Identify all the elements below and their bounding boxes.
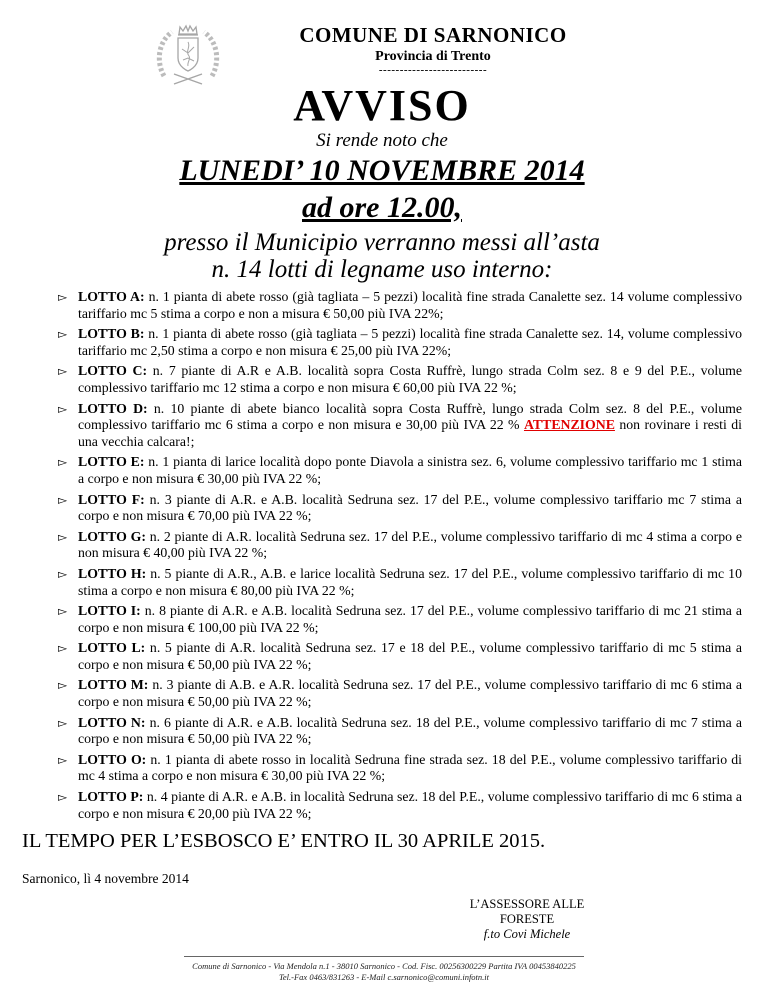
arrow-bullet-icon: ▻ [58,752,68,767]
lot-label: LOTTO N: [78,714,146,730]
arrow-bullet-icon: ▻ [58,566,68,581]
notice-headline [22,83,742,283]
arrow-bullet-icon: ▻ [58,401,68,416]
arrow-bullet-icon: ▻ [58,715,68,730]
lot-item-d [22,401,742,451]
notice-title: AVVISO [293,81,471,130]
footer-contact-line: Tel.-Fax 0463/831263 - E-Mail c.sarnonico@comuni.infotn.it [278,971,490,982]
province-name: Provincia di Trento [375,49,491,64]
arrow-bullet-icon: ▻ [58,641,68,656]
lot-text-after: non rovinare i resti di una vecchia calcara!; [78,417,742,449]
footer-divider-line [184,956,584,957]
lot-item-p [22,789,742,822]
lot-text: n. 4 piante di A.R. e A.B. in località Sedruna sez. 18 del P.E., volume complessivo tariffario di mc 6 stima a corpo e non misura € 20,00 più IVA 22 %; [78,789,743,821]
auction-venue: presso il Municipio verranno messi all’asta [164,229,600,256]
lot-text: n. 1 pianta di abete rosso (già tagliata – 5 pezzi) località fine strada Canalette sez. 14 volume complessivo tariffario mc 5 stima a corpo e non a misura € 50,00 più IVA 22%; [78,289,742,321]
signature-name: f.to Covi Michele [483,927,571,942]
signature-role-line2: FORESTE [499,912,555,927]
arrow-bullet-icon: ▻ [58,455,68,470]
arrow-bullet-icon: ▻ [58,290,68,304]
arrow-bullet-icon: ▻ [58,492,68,507]
arrow-bullet-icon: ▻ [58,364,68,379]
arrow-bullet-icon: ▻ [58,327,68,342]
lot-label: LOTTO I: [78,603,141,619]
lot-item-e [22,454,742,487]
lot-label: LOTTO A: [78,289,145,304]
auction-subject: n. 14 lotti di legname uso interno: [211,256,553,283]
lot-text: n. 6 piante di A.R. e A.B. località Sedruna sez. 18 del P.E., volume complessivo tariffario di mc 7 stima a corpo e non misura € 50,00 più IVA 22 %; [78,714,742,747]
lot-text: n. 3 piante di A.R. e A.B. località Sedruna sez. 17 del P.E., volume complessivo tariffario mc 7 stima a corpo e non misura € 70,00 più IVA 22 %; [78,491,742,524]
deadline-statement: IL TEMPO PER L’ESBOSCO E’ ENTRO IL 30 APRILE 2015. [22,830,546,853]
lot-label: LOTTO F: [78,491,145,507]
lot-item-h [22,566,742,599]
lot-label: LOTTO M: [78,677,149,693]
lot-label: LOTTO O: [78,751,147,767]
header-divider: -------------------------- [378,64,488,76]
lot-item-n [22,715,742,748]
lot-item-c [22,363,742,396]
lot-list [22,289,742,822]
document-footer [0,956,768,982]
lot-label: LOTTO G: [78,528,146,544]
lot-text: n. 8 piante di A.R. e A.B. località Sedruna sez. 17 del P.E., volume complessivo tariffario di mc 21 stima a corpo e non misura € 100,00 più IVA 22 %; [78,603,742,635]
arrow-bullet-icon: ▻ [58,790,68,805]
lot-text: n. 5 piante di A.R. località Sedruna sez. 17 e 18 del P.E., volume complessivo tariffario di mc 5 stima a corpo e non misura € 50,00 più IVA 22 %; [78,640,742,672]
signature-role-line1: L’ASSESSORE ALLE [469,897,585,912]
lot-item-f [22,492,742,525]
lot-text: n. 1 pianta di larice località dopo ponte Diavola a sinistra sez. 6, volume complessivo tariffario mc 1 stima a corpo e non misura € 30,00 più IVA 22 %; [78,454,742,486]
lot-item-m [22,677,742,710]
notice-intro: Si rende noto che [316,130,448,151]
place-date-line: Sarnonico, lì 4 novembre 2014 [22,871,189,887]
lot-text: n. 5 piante di A.R., A.B. e larice località Sedruna sez. 17 del P.E., volume complessivo tariffario di mc 10 stima a corpo e non misura € 80,00 più IVA 22 %; [78,565,742,598]
lot-label: LOTTO P: [78,789,144,805]
lot-label: LOTTO H: [78,565,147,581]
lot-item-l [22,640,742,673]
lot-item-o [22,752,742,785]
auction-time: ad ore 12.00, [302,191,462,224]
lot-text: n. 2 piante di A.R. località Sedruna sez. 17 del P.E., volume complessivo tariffario di mc 4 stima a corpo e non misura € 40,00 più IVA 22 %; [78,528,742,561]
auction-date: LUNEDI’ 10 NOVEMBRE 2014 [179,154,585,187]
attention-highlight: ATTENZIONE [523,417,615,433]
municipality-name: COMUNE DI SARNONICO [299,23,567,47]
lot-item-a [22,289,742,322]
lot-item-b [22,326,742,359]
lot-text: n. 3 piante di A.B. e A.R. località Sedruna sez. 17 del P.E., volume complessivo tariffario di mc 6 stima a corpo e non misura € 50,00 più IVA 22 %; [78,677,742,710]
lot-text: n. 1 pianta di abete rosso (già tagliata – 5 pezzi) località fine strada Canalette sez. 14, volume complessivo tariffario mc 2,50 stima a corpo e non misura € 25,00 più IVA 22%; [78,326,742,358]
arrow-bullet-icon: ▻ [58,678,68,693]
lot-label: LOTTO C: [78,363,148,379]
signature-block [407,897,647,942]
footer-address-line: Comune di Sarnonico - Via Mendola n.1 - 38010 Sarnonico - Cod. Fisc. 00256300229 Partita IVA 00453840225 [192,961,576,971]
coat-of-arms-icon [148,22,228,96]
lot-label: LOTTO D: [78,400,148,416]
arrow-bullet-icon: ▻ [58,604,68,619]
lot-text: n. 1 pianta di abete rosso in località Sedruna fine strada sez. 18 del P.E., volume complessivo tariffario di mc 4 stima a corpo e non misura € 30,00 più IVA 22 %; [78,751,742,784]
lot-text: n. 7 piante di A.R e A.B. località sopra Costa Ruffrè, lungo strada Colm sez. 8 e 9 del P.E., volume complessivo tariffario mc 12 stima a corpo e non misura € 60,00 più IVA 22 %; [78,363,742,395]
lot-item-g [22,529,742,562]
lot-text: n. 10 piante di abete bianco località sopra Costa Ruffrè, lungo strada Colm sez. 8 del P.E., volume complessivo tariffario mc 6 stima a corpo e non misura e 30,00 più IVA 22 % [78,400,742,433]
lot-item-i [22,603,742,636]
lot-label: LOTTO E: [78,454,145,470]
arrow-bullet-icon: ▻ [58,529,68,544]
lot-label: LOTTO B: [78,326,145,342]
lot-label: LOTTO L: [78,640,146,656]
document-header [22,0,742,75]
